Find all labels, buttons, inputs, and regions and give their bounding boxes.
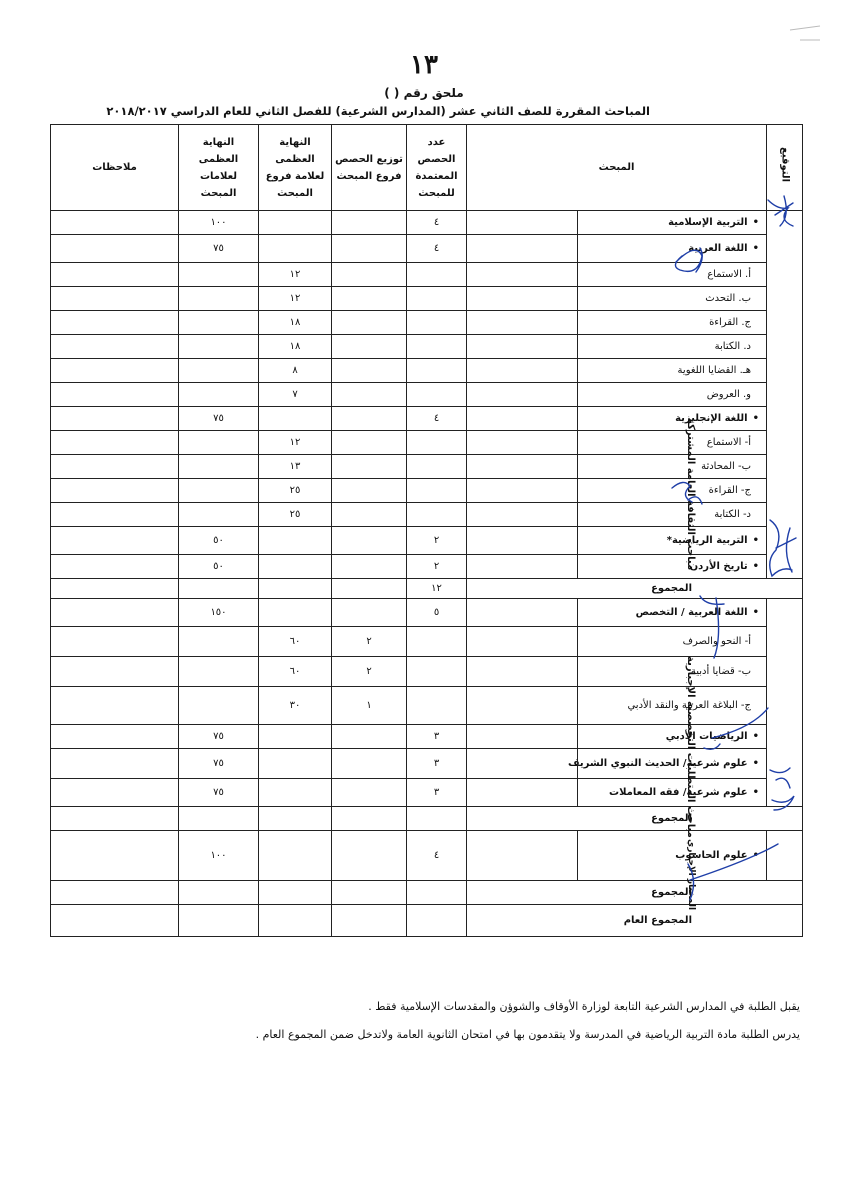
periods-cell: ٣ (407, 749, 467, 779)
distribution-cell (332, 359, 407, 383)
distribution-cell (332, 407, 407, 431)
subject-name: • الرياضيات الأدبي (666, 731, 763, 742)
group-divider (577, 627, 578, 656)
notes-cell (51, 749, 179, 779)
notes-cell (51, 725, 179, 749)
distribution-cell (332, 335, 407, 359)
subject-cell (467, 749, 767, 779)
distribution-cell (332, 211, 407, 235)
periods-cell (407, 263, 467, 287)
subject-max-cell (179, 579, 259, 599)
subject-name: • علوم شرعية/ الحديث النبوي الشريف (568, 758, 763, 769)
branch-max-cell (259, 407, 332, 431)
total-label: المجموع (467, 881, 803, 905)
periods-cell: ٣ (407, 725, 467, 749)
table-row (51, 211, 803, 235)
periods-cell: ٤ (407, 831, 467, 881)
notes-cell (51, 627, 179, 657)
subject-max-cell (179, 335, 259, 359)
subject-max-cell (179, 479, 259, 503)
subject-name: ج. القراءة (709, 317, 751, 328)
distribution-cell (332, 431, 407, 455)
distribution-cell (332, 749, 407, 779)
subject-max-cell: ٧٥ (179, 235, 259, 263)
header-branch-max: النهاية العظمى لعلامة فروع المبحث (259, 125, 332, 211)
notes-cell (51, 599, 179, 627)
grand-total-label: المجموع العام (467, 905, 803, 937)
signature-cell (767, 831, 803, 881)
distribution-cell (332, 503, 407, 527)
notes-cell (51, 383, 179, 407)
subject-name: ب. التحدث (705, 293, 751, 304)
subject-max-cell: ٧٥ (179, 725, 259, 749)
subject-max-cell (179, 359, 259, 383)
notes-cell (51, 359, 179, 383)
header-distribution: توزيع الحصص فروع المبحث (332, 125, 407, 211)
group-divider (577, 527, 578, 554)
subject-name: • التربية الإسلامية (668, 217, 763, 228)
notes-cell (51, 235, 179, 263)
periods-cell (407, 687, 467, 725)
subject-name: • تاريخ الأردن (690, 561, 763, 572)
periods-cell: ١٢ (407, 579, 467, 599)
notes-cell (51, 807, 179, 831)
periods-cell (407, 359, 467, 383)
group-divider (577, 503, 578, 526)
subject-cell (467, 335, 767, 359)
group-divider (577, 287, 578, 310)
subject-max-cell (179, 455, 259, 479)
subject-max-cell: ١٠٠ (179, 831, 259, 881)
subject-cell (467, 657, 767, 687)
group-divider (577, 599, 578, 626)
branch-max-cell (259, 235, 332, 263)
subject-name: ب- المحادثة (701, 461, 751, 472)
subject-max-cell: ٥٠ (179, 555, 259, 579)
subject-max-cell: ٧٥ (179, 407, 259, 431)
footnote-2: يدرس الطلبة مادة التربية الرياضية في المدرسة ولا يتقدمون بها في امتحان الثانوية العامة ولاتدخل ضمن المجموع العام . (255, 1028, 800, 1041)
branch-max-cell: ٢٥ (259, 503, 332, 527)
notes-cell (51, 503, 179, 527)
notes-cell (51, 779, 179, 807)
notes-cell (51, 905, 179, 937)
branch-max-cell (259, 831, 332, 881)
branch-max-cell (259, 779, 332, 807)
distribution-cell (332, 479, 407, 503)
group-divider (577, 779, 578, 806)
table-row (51, 287, 803, 311)
subject-cell (467, 235, 767, 263)
distribution-cell (332, 383, 407, 407)
group-divider (577, 211, 578, 234)
branch-max-cell: ١٣ (259, 455, 332, 479)
header-signature: التوقيع (767, 125, 803, 211)
distribution-cell: ١ (332, 687, 407, 725)
periods-cell (407, 383, 467, 407)
signature-cell (767, 599, 803, 807)
subject-cell (467, 479, 767, 503)
notes-cell (51, 555, 179, 579)
group-divider (577, 407, 578, 430)
document-subtitle: المباحث المقررة للصف الثاني عشر (المدارس الشرعية) للفصل الثاني للعام الدراسي ٢٠١٨/٢٠١٧ (106, 104, 650, 118)
subject-name: أ- النحو والصرف (682, 636, 751, 647)
notes-cell (51, 455, 179, 479)
branch-max-cell (259, 211, 332, 235)
periods-cell: ٤ (407, 235, 467, 263)
subject-max-cell (179, 687, 259, 725)
subject-name: د. الكتابة (714, 341, 751, 352)
subject-max-cell (179, 503, 259, 527)
distribution-cell (332, 555, 407, 579)
branch-max-cell: ١٢ (259, 431, 332, 455)
periods-cell (407, 311, 467, 335)
subject-name: د- الكتابة (714, 509, 751, 520)
periods-cell (407, 455, 467, 479)
header-subject: المبحث (467, 125, 767, 211)
distribution-cell (332, 235, 407, 263)
subject-name: ج- القراءة (708, 485, 751, 496)
distribution-cell (332, 905, 407, 937)
periods-cell: ٢ (407, 527, 467, 555)
subject-name: أ- الاستماع (706, 437, 751, 448)
branch-max-cell: ٨ (259, 359, 332, 383)
branch-max-cell (259, 527, 332, 555)
table-row (51, 263, 803, 287)
periods-cell (407, 881, 467, 905)
notes-cell (51, 479, 179, 503)
group-divider (577, 479, 578, 502)
subject-max-cell: ١٥٠ (179, 599, 259, 627)
distribution-cell (332, 831, 407, 881)
subject-name: • التربية الرياضية* (667, 535, 763, 546)
group-divider (577, 657, 578, 686)
group-label-general: مباحث الثقافة العامة المشتركة (685, 417, 696, 570)
subject-name: أ. الاستماع (707, 269, 751, 280)
notes-cell (51, 211, 179, 235)
distribution-cell (332, 311, 407, 335)
periods-cell (407, 807, 467, 831)
group-divider (577, 359, 578, 382)
distribution-cell (332, 263, 407, 287)
group-divider (577, 725, 578, 748)
subject-max-cell (179, 263, 259, 287)
periods-cell (407, 287, 467, 311)
scan-mark (790, 26, 820, 40)
notes-cell (51, 579, 179, 599)
branch-max-cell: ١٨ (259, 311, 332, 335)
periods-cell (407, 627, 467, 657)
group-divider (577, 431, 578, 454)
notes-cell (51, 831, 179, 881)
subject-cell (467, 263, 767, 287)
branch-max-cell (259, 905, 332, 937)
subject-cell (467, 725, 767, 749)
subject-name: ب- قضايا أدبية (690, 666, 751, 677)
notes-cell (51, 311, 179, 335)
subject-cell (467, 287, 767, 311)
subject-name: هـ. القضايا اللغوية (677, 365, 751, 376)
distribution-cell (332, 287, 407, 311)
subject-cell (467, 455, 767, 479)
group-divider (577, 555, 578, 578)
subject-name: • علوم شرعية/ فقه المعاملات (609, 787, 763, 798)
total-label: المجموع (467, 579, 803, 599)
subject-name: • اللغة العربية (688, 243, 763, 254)
branch-max-cell (259, 555, 332, 579)
distribution-cell (332, 779, 407, 807)
subject-cell (467, 831, 767, 881)
branch-max-cell: ٦٠ (259, 627, 332, 657)
subject-cell (467, 407, 767, 431)
periods-cell: ٣ (407, 779, 467, 807)
group-divider (577, 749, 578, 778)
subject-cell (467, 687, 767, 725)
subject-cell (467, 627, 767, 657)
group-divider (577, 311, 578, 334)
notes-cell (51, 687, 179, 725)
branch-max-cell: ٢٥ (259, 479, 332, 503)
branch-max-cell (259, 807, 332, 831)
notes-cell (51, 657, 179, 687)
total-row (51, 579, 803, 599)
distribution-cell (332, 881, 407, 905)
branch-max-cell (259, 599, 332, 627)
subject-name: • اللغة العربية / التخصص (636, 607, 763, 618)
subject-max-cell (179, 807, 259, 831)
group-divider (577, 687, 578, 724)
subject-max-cell (179, 383, 259, 407)
periods-cell (407, 479, 467, 503)
subject-max-cell (179, 627, 259, 657)
branch-max-cell: ٧ (259, 383, 332, 407)
subject-max-cell: ٧٥ (179, 779, 259, 807)
branch-max-cell: ٦٠ (259, 657, 332, 687)
distribution-cell: ٢ (332, 627, 407, 657)
periods-cell: ٤ (407, 211, 467, 235)
group-divider (577, 235, 578, 262)
header-periods: عدد الحصص المعتمدة للمبحث (407, 125, 467, 211)
subject-cell (467, 311, 767, 335)
periods-cell: ٤ (407, 407, 467, 431)
subject-name: و. العروض (706, 389, 751, 400)
branch-max-cell (259, 881, 332, 905)
subject-cell (467, 779, 767, 807)
distribution-cell (332, 725, 407, 749)
subject-cell (467, 211, 767, 235)
subject-max-cell (179, 881, 259, 905)
subject-max-cell (179, 905, 259, 937)
table-row (51, 235, 803, 263)
periods-cell (407, 503, 467, 527)
subject-max-cell (179, 431, 259, 455)
header-notes: ملاحظات (51, 125, 179, 211)
branch-max-cell (259, 725, 332, 749)
periods-cell (407, 905, 467, 937)
notes-cell (51, 881, 179, 905)
subject-max-cell (179, 287, 259, 311)
distribution-cell (332, 579, 407, 599)
distribution-cell (332, 455, 407, 479)
total-label: المجموع (467, 807, 803, 831)
subject-cell (467, 383, 767, 407)
subject-cell (467, 599, 767, 627)
group-label-specialization: مباحث المتطلبات التخصصية الإجبارية (685, 656, 696, 838)
branch-max-cell (259, 749, 332, 779)
subject-cell (467, 431, 767, 455)
branch-max-cell: ٣٠ (259, 687, 332, 725)
notes-cell (51, 407, 179, 431)
branch-max-cell: ١٢ (259, 263, 332, 287)
distribution-cell (332, 527, 407, 555)
subject-name: • اللغة الإنجليزية (675, 413, 763, 424)
footnote-1: يقبل الطلبة في المدارس الشرعية التابعة لوزارة الأوقاف والشوؤن والمقدسات الإسلامية فقط . (368, 1000, 800, 1013)
annex-label: ملحق رقم ( ) (384, 86, 464, 100)
subject-max-cell: ١٠٠ (179, 211, 259, 235)
distribution-cell (332, 807, 407, 831)
subject-max-cell: ٥٠ (179, 527, 259, 555)
notes-cell (51, 431, 179, 455)
notes-cell (51, 527, 179, 555)
subject-name: ج- البلاغة العربية والنقد الأدبي (627, 700, 751, 711)
periods-cell (407, 431, 467, 455)
subject-cell (467, 527, 767, 555)
periods-cell (407, 657, 467, 687)
notes-cell (51, 287, 179, 311)
distribution-cell: ٢ (332, 657, 407, 687)
group-divider (577, 455, 578, 478)
branch-max-cell (259, 579, 332, 599)
periods-cell: ٢ (407, 555, 467, 579)
branch-max-cell: ١٢ (259, 287, 332, 311)
page-number: ١٣ (410, 50, 438, 80)
notes-cell (51, 335, 179, 359)
subject-max-cell (179, 657, 259, 687)
subject-cell (467, 359, 767, 383)
group-divider (577, 335, 578, 358)
group-divider (577, 383, 578, 406)
distribution-cell (332, 599, 407, 627)
notes-cell (51, 263, 179, 287)
header-row (51, 125, 803, 211)
subject-name: • علوم الحاسوب (675, 850, 763, 861)
header-subject-max: النهاية العظمى لعلامات المبحث (179, 125, 259, 211)
subject-max-cell (179, 311, 259, 335)
group-divider (577, 831, 578, 880)
group-label-optional: المختار الإجباري (686, 838, 696, 910)
signature-cell (767, 211, 803, 579)
subject-max-cell: ٧٥ (179, 749, 259, 779)
subject-cell (467, 503, 767, 527)
subject-cell (467, 555, 767, 579)
periods-cell (407, 335, 467, 359)
branch-max-cell: ١٨ (259, 335, 332, 359)
periods-cell: ٥ (407, 599, 467, 627)
group-divider (577, 263, 578, 286)
